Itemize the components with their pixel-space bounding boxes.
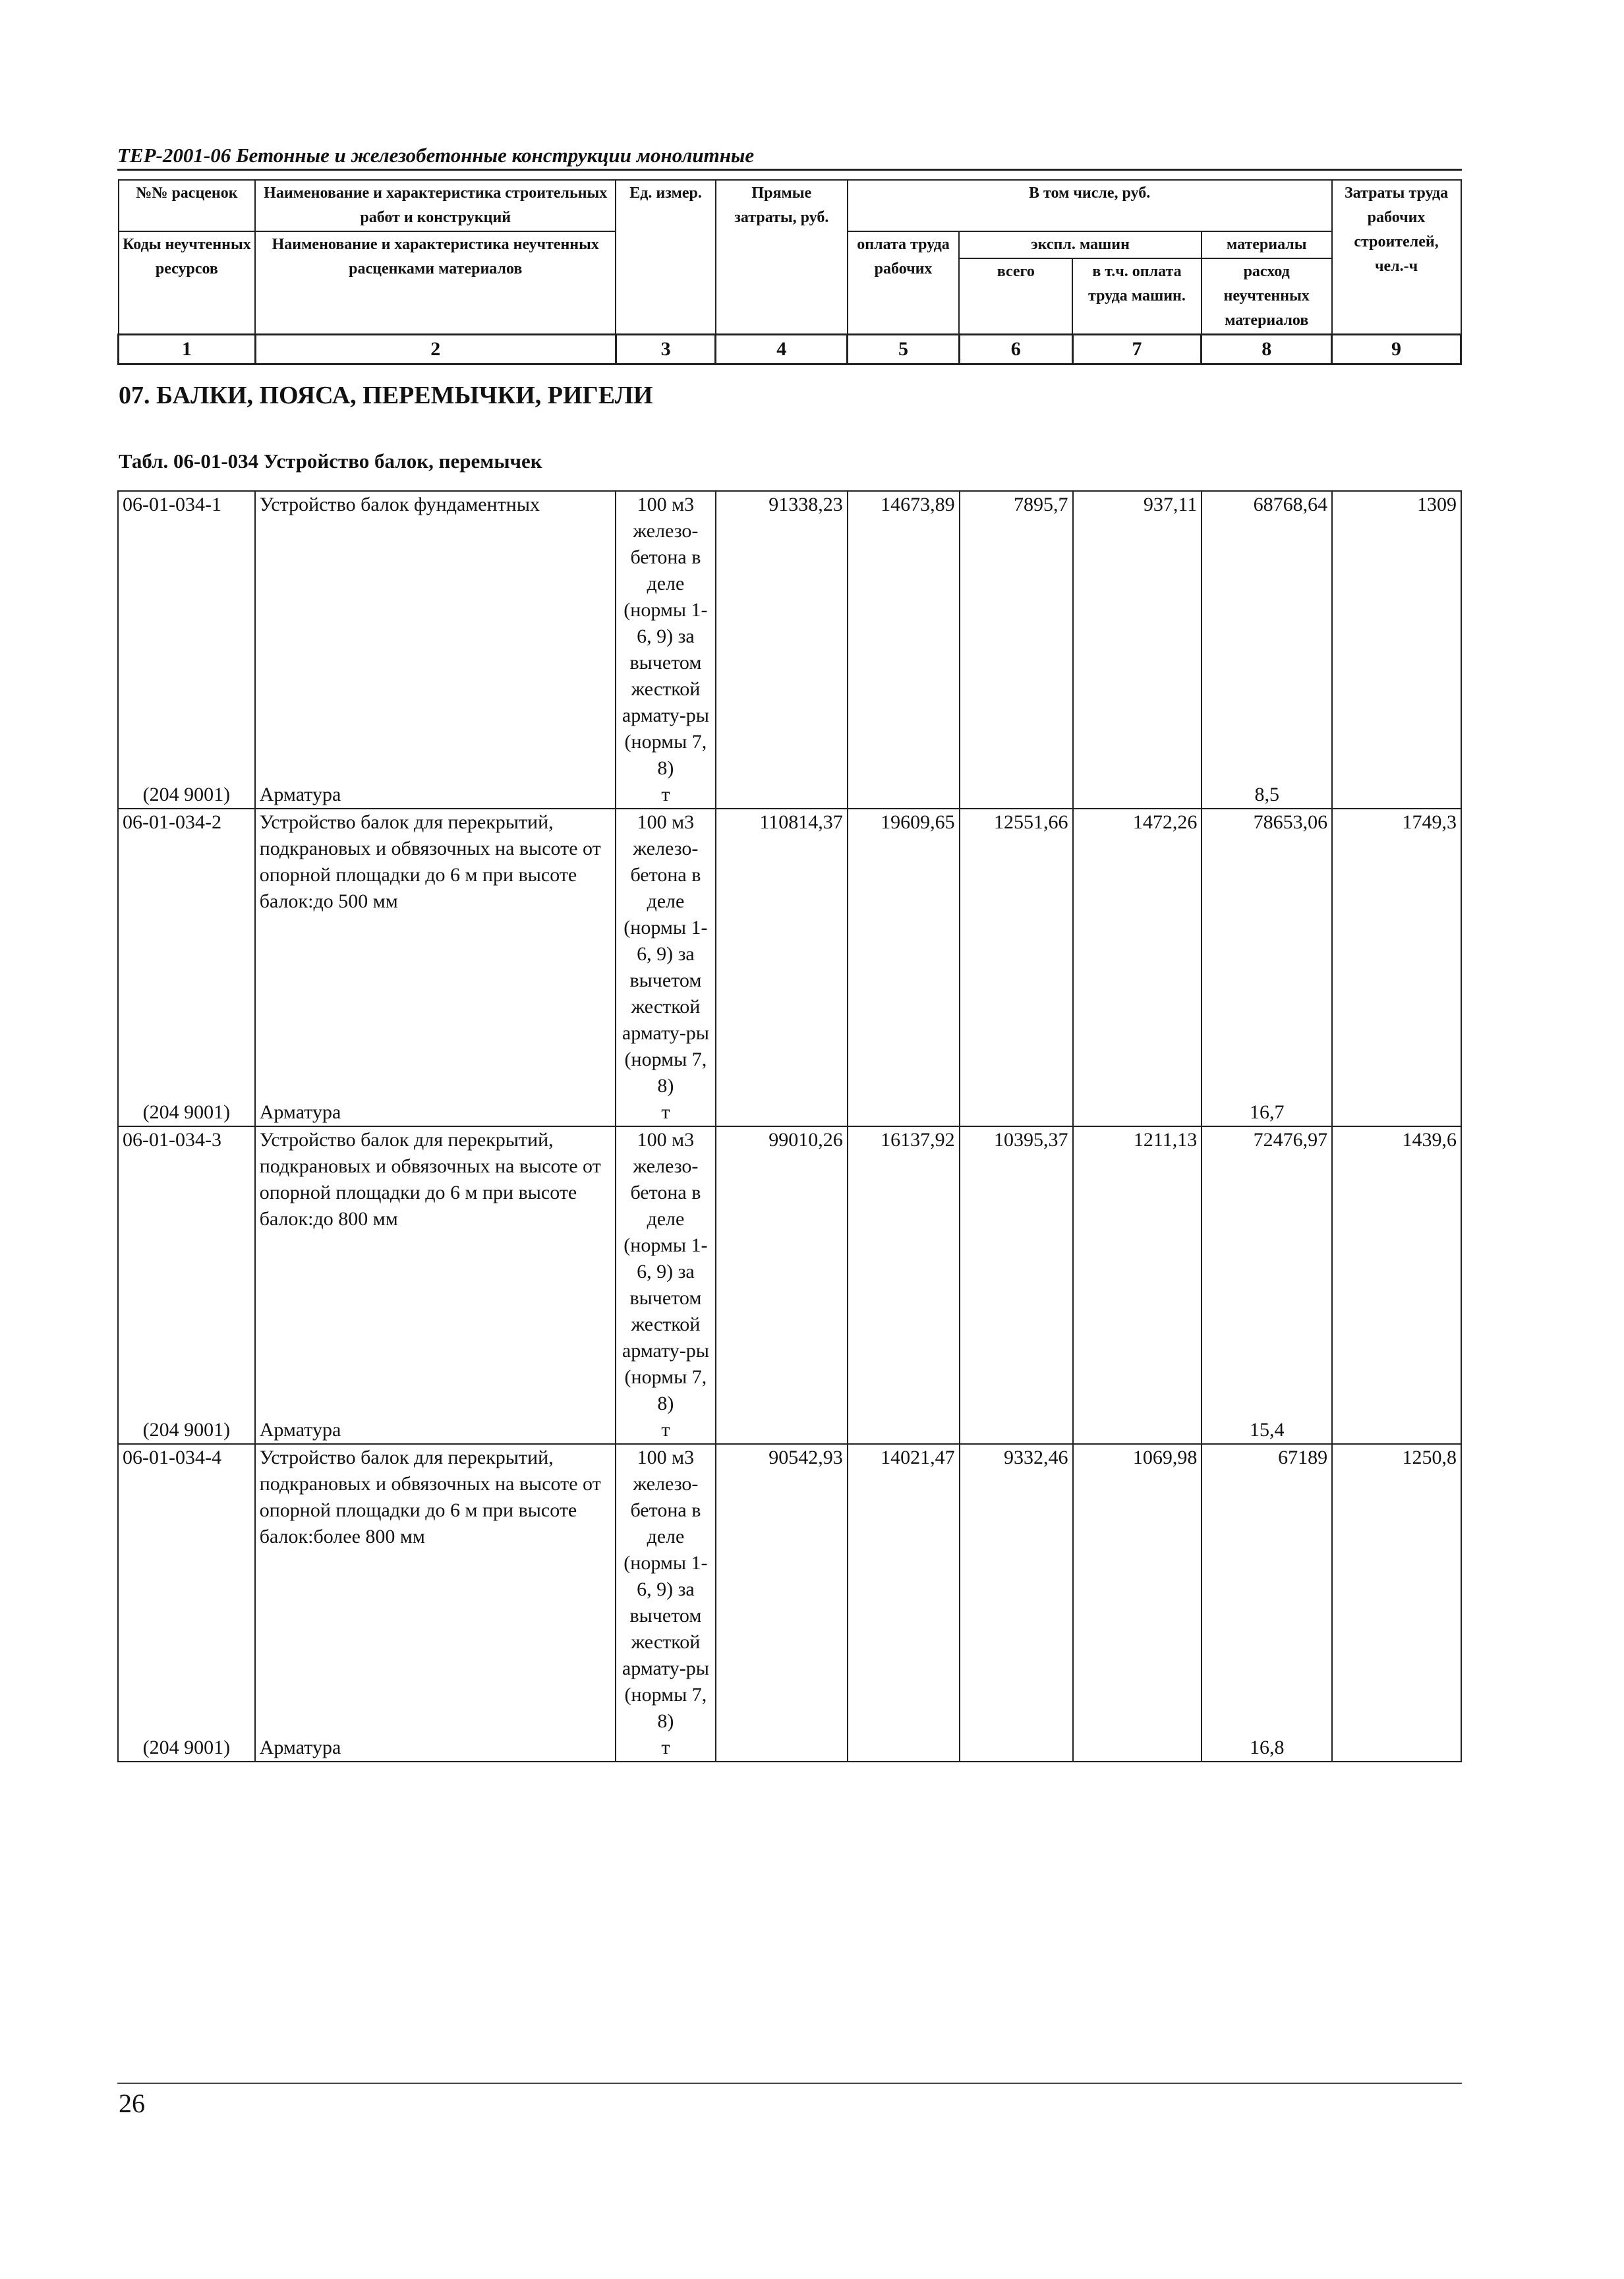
- wages: 19609,65: [848, 809, 960, 1099]
- machines-total: 9332,46: [960, 1444, 1073, 1735]
- materials: 72476,97: [1202, 1126, 1332, 1417]
- col-code-bottom: Коды неучтенных ресурсов: [119, 231, 256, 335]
- resource-row: [118, 1099, 1461, 1126]
- col-number: 5: [848, 335, 960, 364]
- machines-total: 12551,66: [960, 809, 1073, 1099]
- work-name: Устройство балок для перекрытий, подкрановых и обвязочных на высоте от опорной площадки до 6 м при высоте балок:до 500 мм: [255, 809, 616, 1099]
- col-name-top: Наименование и характеристика строительных работ и конструкций: [255, 180, 616, 231]
- table-row: [118, 1126, 1461, 1417]
- materials: 67189: [1202, 1444, 1332, 1735]
- col-number: 4: [716, 335, 848, 364]
- labor: 1439,6: [1332, 1126, 1461, 1417]
- resource-unit: т: [616, 1417, 716, 1444]
- header-table: [117, 179, 1462, 365]
- work-name: Устройство балок для перекрытий, подкрановых и обвязочных на высоте от опорной площадки до 6 м при высоте балок:до 800 мм: [255, 1126, 616, 1417]
- col-wages: оплата труда рабочих: [848, 231, 960, 335]
- machine-wages: 1211,13: [1073, 1126, 1202, 1417]
- footer-rule: [117, 2083, 1462, 2084]
- resource-qty: 15,4: [1202, 1417, 1332, 1444]
- page-number: 26: [119, 2089, 145, 2118]
- resource-qty: 16,7: [1202, 1099, 1332, 1126]
- col-machines-incl: в т.ч. оплата труда машин.: [1072, 258, 1202, 335]
- resource-unit: т: [616, 1099, 716, 1126]
- col-number: 8: [1202, 335, 1332, 364]
- direct-cost: 91338,23: [716, 491, 848, 782]
- rate-code: 06-01-034-4: [118, 1444, 255, 1735]
- col-direct: Прямые затраты, руб.: [716, 180, 848, 335]
- running-head: ТЕР-2001-06 Бетонные и железобетонные конструкции монолитные: [117, 144, 1462, 171]
- unit: 100 м3 железо-бетона в деле (нормы 1-6, 9) за вычетом жесткой армату-ры (нормы 7, 8): [616, 1126, 716, 1417]
- resource-name: Арматура: [255, 1099, 616, 1126]
- resource-unit: т: [616, 782, 716, 809]
- col-number: 2: [255, 335, 616, 364]
- machine-wages: 937,11: [1073, 491, 1202, 782]
- resource-qty: 16,8: [1202, 1735, 1332, 1762]
- resource-qty: 8,5: [1202, 782, 1332, 809]
- col-number: 1: [119, 335, 256, 364]
- unit: 100 м3 железо-бетона в деле (нормы 1-6, 9) за вычетом жесткой армату-ры (нормы 7, 8): [616, 1444, 716, 1735]
- resource-code: (204 9001): [118, 1099, 255, 1126]
- materials: 68768,64: [1202, 491, 1332, 782]
- col-number: 6: [959, 335, 1072, 364]
- table-row: [118, 491, 1461, 782]
- resource-row: [118, 782, 1461, 809]
- col-number: 3: [616, 335, 716, 364]
- col-number: 9: [1332, 335, 1461, 364]
- col-labor: Затраты труда рабочих строителей, чел.-ч: [1332, 180, 1461, 335]
- resource-name: Арматура: [255, 1417, 616, 1444]
- col-materials: материалы: [1202, 231, 1332, 258]
- labor: 1749,3: [1332, 809, 1461, 1099]
- table-row: [118, 809, 1461, 1099]
- resource-code: (204 9001): [118, 1735, 255, 1762]
- resource-row: [118, 1417, 1461, 1444]
- resource-row: [118, 1735, 1461, 1762]
- work-name: Устройство балок для перекрытий, подкрановых и обвязочных на высоте от опорной площадки до 6 м при высоте балок:более 800 мм: [255, 1444, 616, 1735]
- table-caption: Табл. 06-01-034 Устройство балок, перемычек: [119, 449, 542, 473]
- labor: 1250,8: [1332, 1444, 1461, 1735]
- resource-name: Арматура: [255, 782, 616, 809]
- direct-cost: 90542,93: [716, 1444, 848, 1735]
- table-row: [118, 1444, 1461, 1735]
- materials: 78653,06: [1202, 809, 1332, 1099]
- machines-total: 7895,7: [960, 491, 1073, 782]
- unit: 100 м3 железо-бетона в деле (нормы 1-6, 9) за вычетом жесткой армату-ры (нормы 7, 8): [616, 809, 716, 1099]
- col-incl: В том числе, руб.: [848, 180, 1332, 231]
- resource-unit: т: [616, 1735, 716, 1762]
- resource-name: Арматура: [255, 1735, 616, 1762]
- direct-cost: 99010,26: [716, 1126, 848, 1417]
- rates-table: [117, 490, 1462, 1762]
- wages: 14673,89: [848, 491, 960, 782]
- resource-code: (204 9001): [118, 782, 255, 809]
- rate-code: 06-01-034-3: [118, 1126, 255, 1417]
- resource-code: (204 9001): [118, 1417, 255, 1444]
- col-number: 7: [1072, 335, 1202, 364]
- machines-total: 10395,37: [960, 1126, 1073, 1417]
- col-code-top: №№ расценок: [119, 180, 256, 231]
- rate-code: 06-01-034-2: [118, 809, 255, 1099]
- unit: 100 м3 железо-бетона в деле (нормы 1-6, 9) за вычетом жесткой армату-ры (нормы 7, 8): [616, 491, 716, 782]
- col-machines-total: всего: [959, 258, 1072, 335]
- col-machines: экспл. машин: [959, 231, 1201, 258]
- work-name: Устройство балок фундаментных: [255, 491, 616, 782]
- col-materials-sub: расход неучтенных материалов: [1202, 258, 1332, 335]
- wages: 14021,47: [848, 1444, 960, 1735]
- col-name-bottom: Наименование и характеристика неучтенных расценками материалов: [255, 231, 616, 335]
- section-title: 07. БАЛКИ, ПОЯСА, ПЕРЕМЫЧКИ, РИГЕЛИ: [119, 382, 653, 409]
- labor: 1309: [1332, 491, 1461, 782]
- wages: 16137,92: [848, 1126, 960, 1417]
- direct-cost: 110814,37: [716, 809, 848, 1099]
- machine-wages: 1069,98: [1073, 1444, 1202, 1735]
- col-unit: Ед. измер.: [616, 180, 716, 335]
- rate-code: 06-01-034-1: [118, 491, 255, 782]
- machine-wages: 1472,26: [1073, 809, 1202, 1099]
